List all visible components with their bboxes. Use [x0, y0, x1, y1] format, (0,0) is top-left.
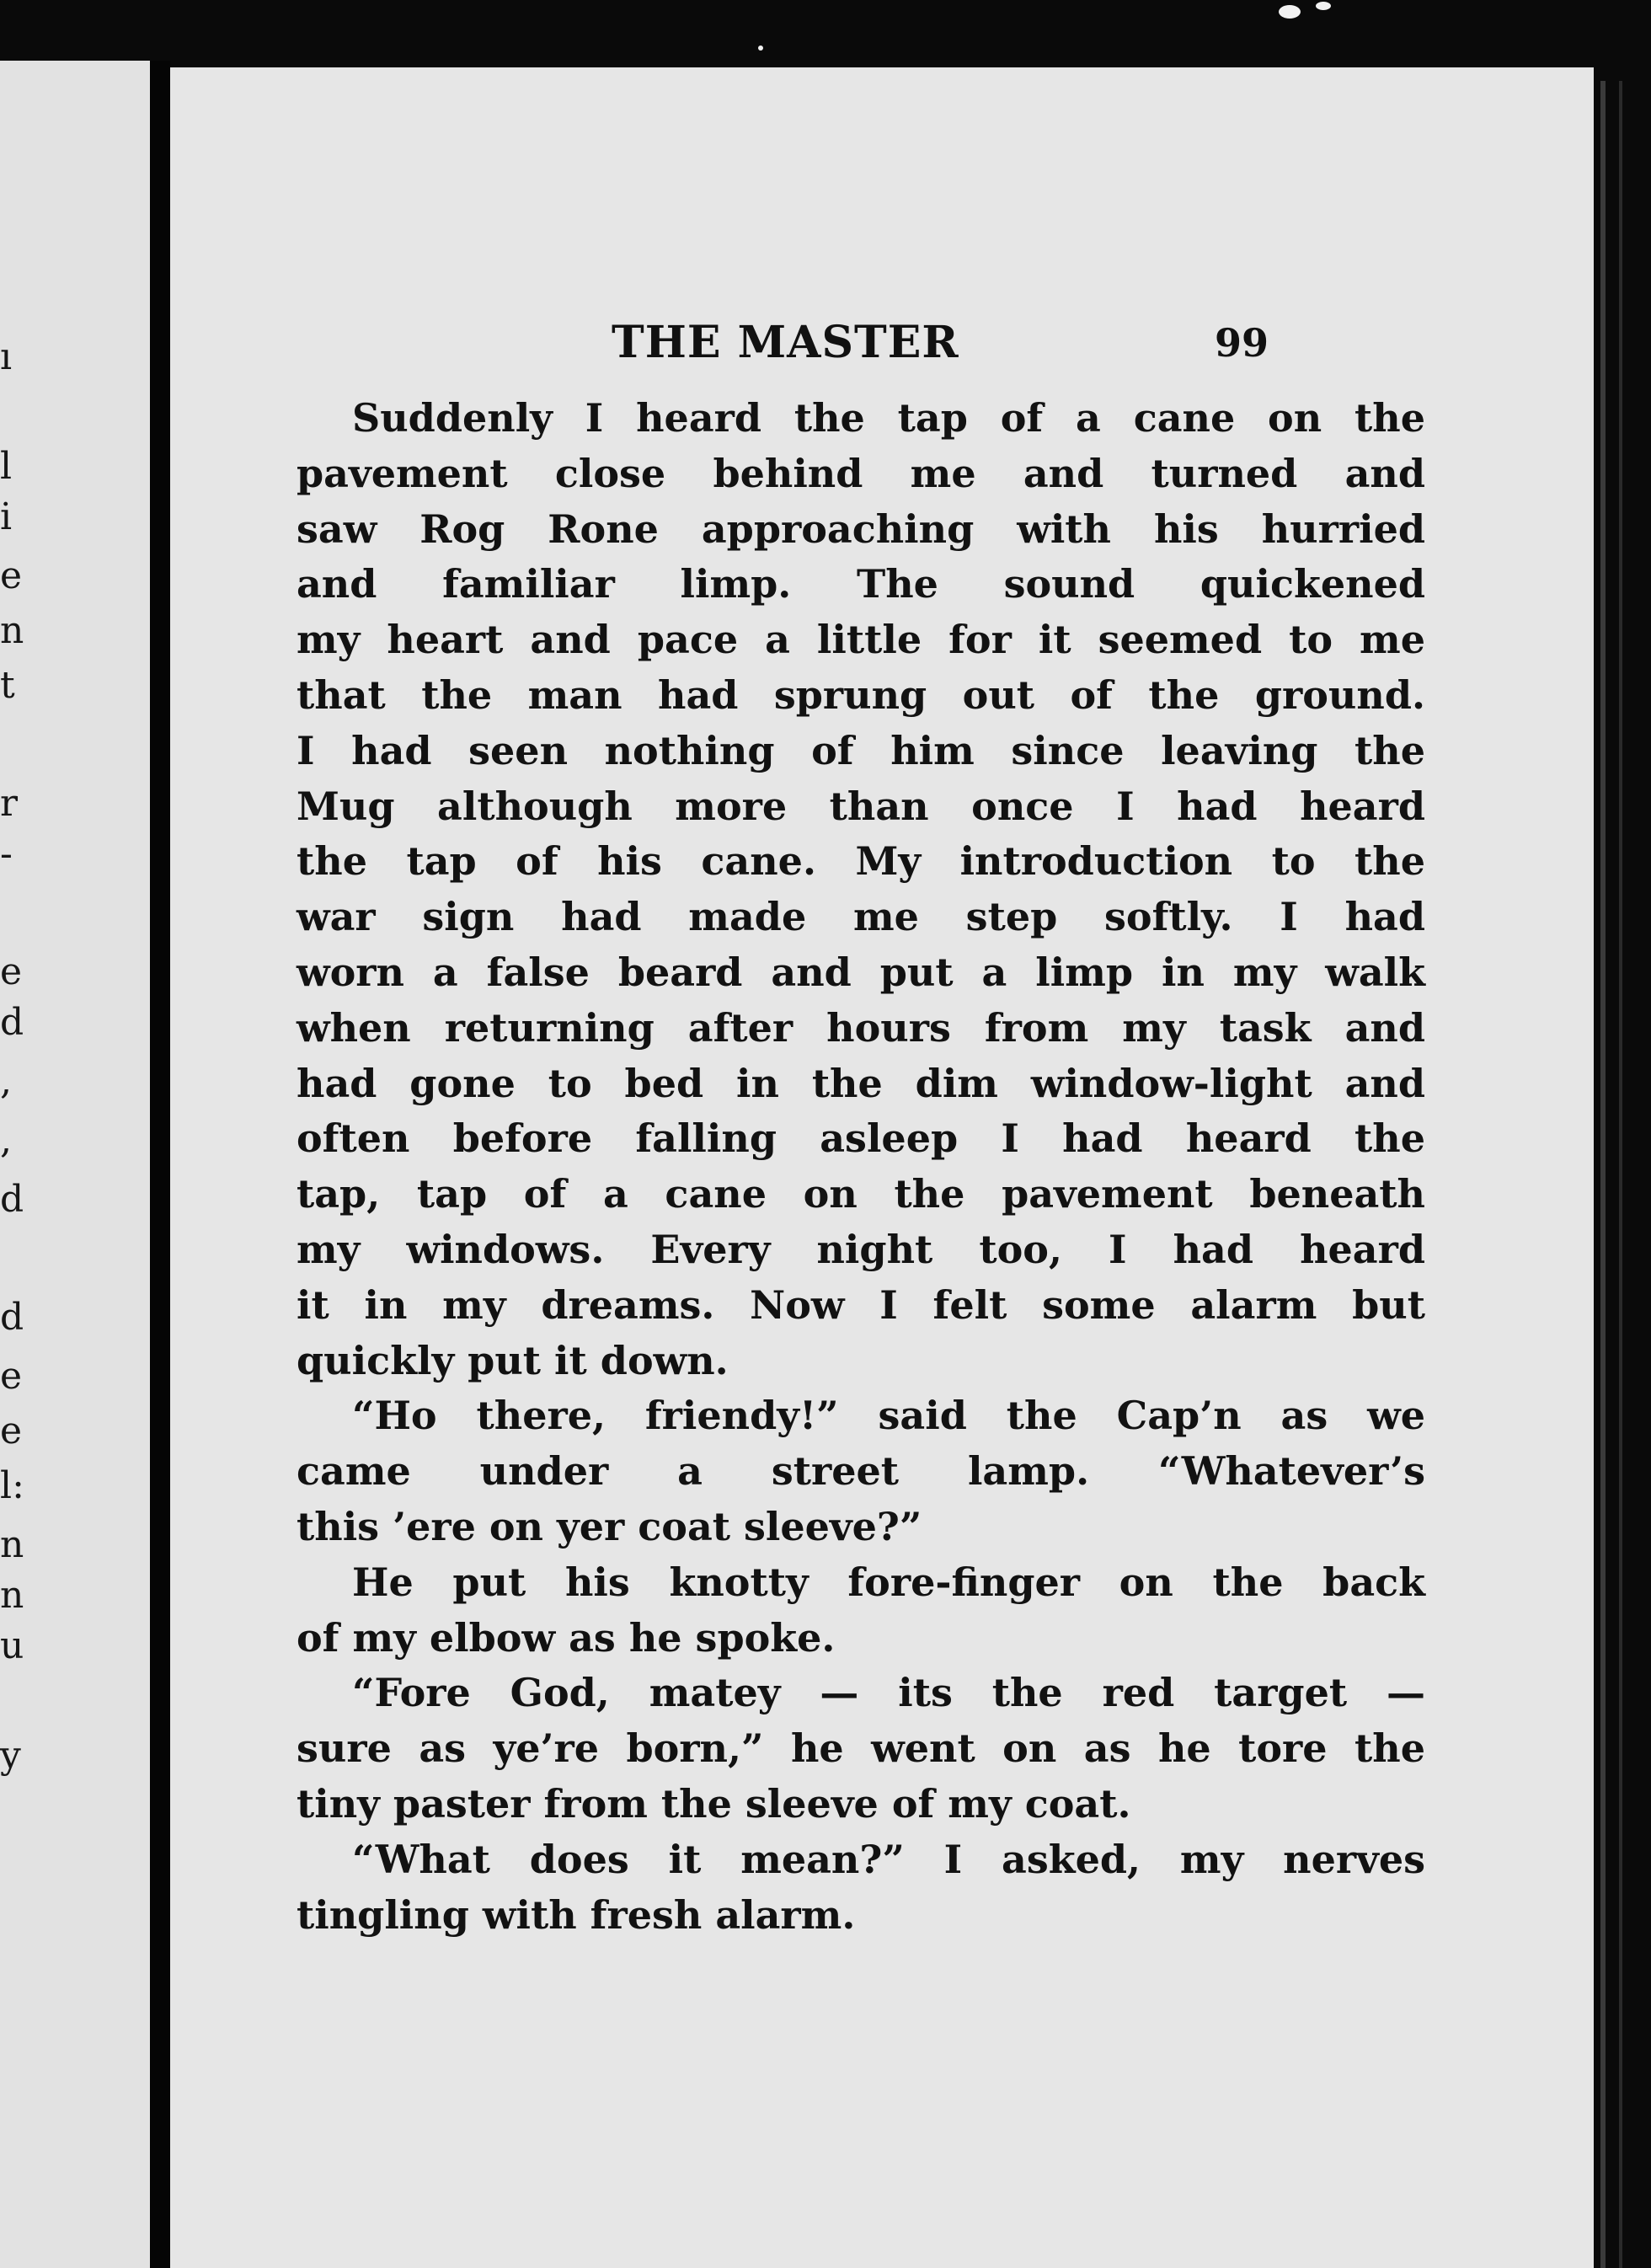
- facing-page-letter: e: [0, 1409, 23, 1452]
- text-line: Suddenly I heard the tap of a cane on the: [352, 395, 1425, 441]
- text-line: it in my dreams. Now I felt some alarm but: [297, 1281, 1425, 1328]
- text-line: I had seen nothing of him since leaving the: [297, 727, 1425, 773]
- text-line: tingling with fresh alarm.: [297, 1891, 856, 1938]
- facing-page-letter: ,: [0, 1060, 12, 1103]
- facing-page-letter: t: [0, 664, 15, 707]
- binding-gutter: [150, 61, 170, 2268]
- scan-speck: [1316, 2, 1331, 10]
- text-line: war sign had made me step softly. I had: [297, 894, 1425, 940]
- facing-page-letter: l: [0, 445, 13, 488]
- text-line: “Ho there, friendy!” said the Cap’n as we: [352, 1393, 1425, 1439]
- page-header: [170, 317, 1594, 376]
- facing-page-letter: d: [0, 1001, 24, 1044]
- text-line: “Fore God, matey — its the red target —: [352, 1670, 1425, 1716]
- facing-page-letter: ı: [0, 335, 13, 378]
- page-edge-shadow: [1594, 81, 1651, 2268]
- text-line: sure as ye’re born,” he went on as he tore the: [297, 1725, 1425, 1772]
- running-head: THE MASTER: [612, 317, 959, 368]
- text-line: often before falling asleep I had heard the: [297, 1115, 1425, 1162]
- text-line: my heart and pace a little for it seemed to me: [297, 617, 1425, 663]
- facing-page-letter: l:: [0, 1464, 24, 1507]
- text-line: Mug although more than once I had heard: [297, 783, 1425, 829]
- facing-page-letter: n: [0, 1574, 24, 1617]
- facing-page-letter: d: [0, 1178, 24, 1221]
- facing-page-letter: e: [0, 1355, 23, 1398]
- facing-page-letter: u: [0, 1624, 24, 1667]
- book-page: [170, 67, 1594, 2268]
- text-line: my windows. Every night too, I had heard: [297, 1226, 1425, 1272]
- facing-page-letter: -: [0, 832, 13, 875]
- text-line: this ’ere on yer coat sleeve?”: [297, 1503, 922, 1549]
- text-line: quickly put it down.: [297, 1337, 729, 1383]
- facing-page-letter: y: [0, 1734, 21, 1777]
- facing-page-letter: n: [0, 1523, 24, 1566]
- text-line: tap, tap of a cane on the pavement beneath: [297, 1171, 1425, 1217]
- text-line: pavement close behind me and turned and: [297, 450, 1425, 496]
- text-line: worn a false beard and put a limp in my walk: [297, 949, 1425, 995]
- text-line: saw Rog Rone approaching with his hurried: [297, 505, 1425, 552]
- text-line: He put his knotty fore-finger on the back: [352, 1559, 1425, 1605]
- facing-page-letter: e: [0, 554, 23, 597]
- text-line: of my elbow as he spoke.: [297, 1614, 836, 1661]
- text-line: had gone to bed in the dim window-light and: [297, 1060, 1425, 1106]
- text-line: “What does it mean?” I asked, my nerves: [352, 1836, 1425, 1882]
- facing-page-letter: ,: [0, 1119, 12, 1162]
- facing-page-letter: d: [0, 1296, 24, 1339]
- text-line: came under a street lamp. “Whatever’s: [297, 1448, 1425, 1495]
- scan-speck: [758, 45, 763, 51]
- text-line: tiny paster from the sleeve of my coat.: [297, 1780, 1131, 1827]
- text-line: the tap of his cane. My introduction to the: [297, 838, 1425, 885]
- scan-speck: [1279, 5, 1301, 19]
- facing-page-letter: i: [0, 495, 13, 538]
- facing-page-letter: e: [0, 950, 23, 993]
- facing-page-fragment: [0, 61, 150, 2268]
- facing-page-letter: n: [0, 609, 24, 652]
- text-line: and familiar limp. The sound quickened: [297, 561, 1425, 607]
- page-number: 99: [1215, 320, 1269, 366]
- text-line: when returning after hours from my task and: [297, 1004, 1425, 1051]
- facing-page-letter: r: [0, 782, 19, 825]
- text-line: that the man had sprung out of the ground.: [297, 671, 1425, 718]
- body-text: [297, 391, 1425, 1943]
